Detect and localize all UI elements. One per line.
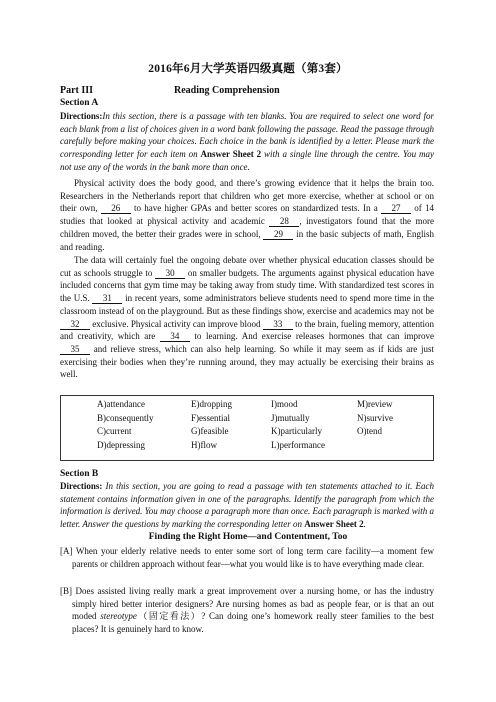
blank-28[interactable]: 28 [269, 216, 299, 227]
passage-paragraph-2 [60, 254, 434, 381]
section-a-directions [60, 110, 434, 174]
part-number: Part III [60, 85, 94, 96]
passage-text: exclusive. Physical activity can improve blood [90, 318, 263, 329]
word-option[interactable]: K)particularly [271, 426, 322, 436]
passage-text: The data will certainly fuel the ongoing debate over whether physical education classes should be cut as schools struggle to [60, 255, 434, 278]
word-option[interactable]: I)mood [271, 399, 298, 409]
word-option[interactable]: O)tend [357, 426, 382, 436]
blank-32[interactable]: 32 [60, 319, 90, 330]
chinese-gloss: （固定看法） [136, 611, 202, 622]
blank-31[interactable]: 31 [92, 293, 122, 304]
answer-sheet-ref: Answer Sheet 2 [200, 149, 262, 160]
passage-title: Finding the Right Home—and Contentment, Too [148, 532, 348, 542]
passage-text: of 14 studies that looked at physical activity and academic [60, 203, 434, 227]
word-option[interactable]: N)survive [357, 412, 393, 423]
word-option[interactable]: A)attendance [97, 399, 145, 409]
paragraph-text: ? Can doing one’s homework really steer families to the best places? It is genuinely hard to know. [72, 611, 434, 635]
word-bank [60, 395, 434, 461]
passage-text: , investigators found that the more children moved, the better their grades were in school, [60, 216, 434, 239]
passage-text: Physical activity does the body good, and there’s growing evidence that it helps the brain too. Researchers in the Netherlands report that children who get more exercise, whether at school or on their own, [60, 178, 434, 214]
word-option[interactable]: D)depressing [97, 439, 145, 450]
passage-text: in the basic subjects of math, English and reading. [60, 228, 434, 252]
directions-text: In this section, there is a passage with ten blanks. You are required to select one word for each blank from a list of choices given in a word bank following the passage. Read the passage through carefully before making your choices. Each choice in the bank is identified by a letter. Please mark the corresponding letter for each item on [60, 111, 434, 160]
directions-label: Directions: [60, 111, 103, 121]
paragraph-b [60, 585, 434, 636]
passage-text: to learning. And exercise releases hormones that can improve [189, 331, 434, 342]
word-option[interactable]: G)feasible [191, 426, 229, 436]
directions-text-end: with a single line through the centre. You may not use any of the words in the bank more than once. [60, 149, 434, 172]
passage-paragraph-1 [60, 177, 434, 253]
blank-33[interactable]: 33 [263, 319, 293, 330]
blank-30[interactable]: 30 [155, 268, 185, 279]
paragraph-text: [B] Does assisted living really mark a great improvement over a nursing home, or has the industry simply hired better interior designers? Are nursing homes as bad as people fear, or is that an out moded [60, 586, 434, 622]
answer-sheet-ref: Answer Sheet 2 [304, 519, 364, 530]
part-title: Reading Comprehension [174, 85, 280, 96]
directions-text-end: . [363, 519, 366, 530]
section-a-heading: Section A [60, 98, 99, 108]
passage-text: to the brain, fueling memory, attention and creativity, which are [60, 318, 434, 342]
blank-27[interactable]: 27 [381, 203, 411, 214]
blank-29[interactable]: 29 [263, 229, 293, 240]
passage-text: to have higher GPAs and better scores on standardized tests. In a [130, 203, 381, 214]
word-option[interactable]: F)essential [191, 412, 230, 423]
blank-34[interactable]: 34 [160, 331, 190, 342]
directions-label: Directions: [60, 481, 103, 491]
passage-text: and relieve stress, which can also help learning. So while it may seem as if kids are just exercising their bodies when they’re running around, they may actually be exercising their brains as well. [60, 343, 434, 380]
word-option[interactable]: E)dropping [191, 399, 232, 409]
passage-text: on smaller budgets. The arguments against physical education have included concerns that gym time may be taking away from study time. With standardized test scores in the U.S. [60, 267, 434, 304]
directions-text: In this section, you are going to read a passage with ten statements attached to it. Each statement contains information given in one of the paragraphs. Identify the paragraph from which the information is derived. You may choose a paragraph more than once. Each paragraph is marked with a letter. Answer the questions by marking the corresponding letter on [60, 481, 434, 530]
word-option[interactable]: H)flow [191, 439, 217, 450]
blank-35[interactable]: 35 [60, 344, 90, 355]
passage-text: in recent years, some administrators believe students need to spend more time in the classroom instead of on the playground. But as these findings show, exercise and academics may not be [60, 293, 434, 316]
section-b-heading: Section B [60, 469, 99, 479]
word-option[interactable]: C)current [97, 426, 132, 436]
word-option[interactable]: B)consequently [97, 412, 154, 423]
word-option[interactable]: M)review [357, 399, 393, 409]
blank-26[interactable]: 26 [101, 203, 131, 214]
word-option[interactable]: J)mutually [271, 412, 310, 423]
paragraph-a: [A] When your elderly relative needs to enter some sort of long term care facility—a moment few parents or children approach without fear—what you would like is to have everything made clear. [60, 546, 434, 569]
section-b-directions [60, 480, 434, 531]
glossed-word: stereotype [100, 611, 137, 622]
word-option[interactable]: L)performance [271, 439, 325, 450]
page-title: 2016年6月大学英语四级真题（第3套） [148, 63, 348, 75]
